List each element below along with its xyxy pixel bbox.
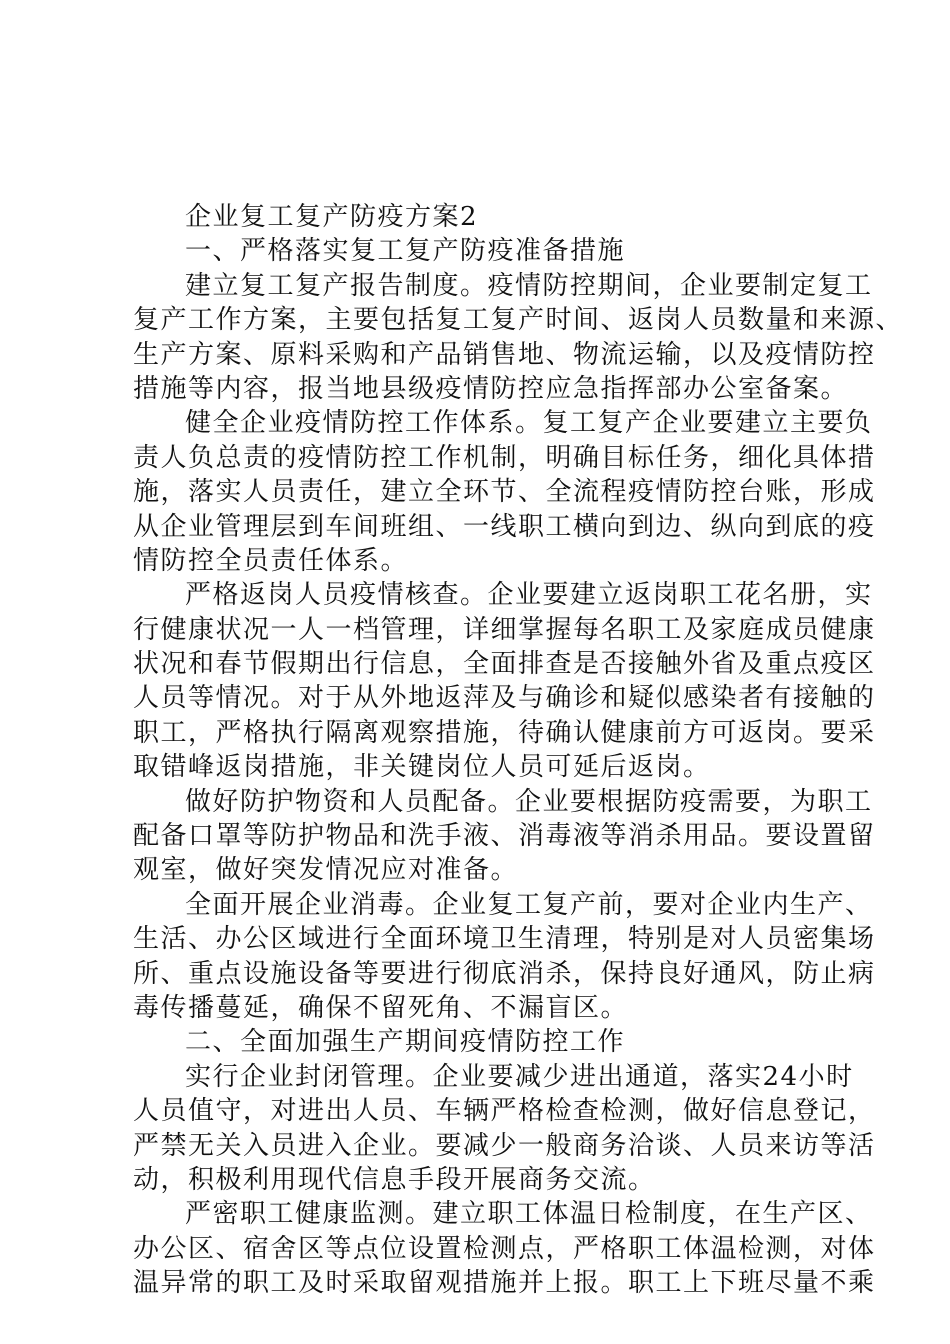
paragraph-line: 配备口罩等防护物品和洗手液、消毒液等消杀用品。要设置留	[133, 821, 876, 852]
section-heading-2: 二、全面加强生产期间疫情防控工作	[185, 1027, 626, 1058]
paragraph-line: 全面开展企业消毒。企业复工复产前，要对企业内生产、	[185, 889, 873, 920]
paragraph-line: 行健康状况一人一档管理，详细掌握每名职工及家庭成员健康	[133, 614, 876, 645]
paragraph-line: 取错峰返岗措施，非关键岗位人员可延后返岗。	[133, 752, 711, 783]
paragraph-line: 做好防护物资和人员配备。企业要根据防疫需要，为职工	[185, 786, 873, 817]
paragraph-line: 人员值守，对进出人员、车辆严格检查检测，做好信息登记，	[133, 1096, 876, 1127]
paragraph-line: 人员等情况。对于从外地返萍及与确诊和疑似感染者有接触的	[133, 683, 876, 714]
paragraph-line: 所、重点设施设备等要进行彻底消杀，保持良好通风，防止病	[133, 958, 876, 989]
paragraph-line: 严格返岗人员疫情核查。企业要建立返岗职工花名册，实	[185, 580, 873, 611]
paragraph-line: 观室，做好突发情况应对准备。	[133, 855, 519, 886]
paragraph-line: 责人负总责的疫情防控工作机制，明确目标任务，细化具体措	[133, 442, 876, 473]
paragraph-line: 从企业管理层到车间班组、一线职工横向到边、纵向到底的疫	[133, 511, 876, 542]
paragraph-line: 健全企业疫情防控工作体系。复工复产企业要建立主要负	[185, 408, 873, 439]
paragraph-line: 温异常的职工及时采取留观措施并上报。职工上下班尽量不乘	[133, 1268, 876, 1299]
paragraph-line: 状况和春节假期出行信息，全面排查是否接触外省及重点疫区	[133, 649, 876, 680]
paragraph-line: 建立复工复产报告制度。疫情防控期间，企业要制定复工	[185, 270, 873, 301]
paragraph-line: 毒传播蔓延，确保不留死角、不漏盲区。	[133, 992, 629, 1023]
paragraph-line: 职工，严格执行隔离观察措施，待确认健康前方可返岗。要采	[133, 717, 876, 748]
paragraph-line: 复产工作方案，主要包括复工复产时间、返岗人员数量和来源、	[133, 305, 904, 336]
paragraph-line: 措施等内容，报当地县级疫情防控应急指挥部办公室备案。	[133, 373, 849, 404]
document-body	[133, 200, 904, 1301]
paragraph-line: 严禁无关入员进入企业。要减少一般商务洽谈、人员来访等活	[133, 1130, 876, 1161]
paragraph-line: 生活、办公区域进行全面环境卫生清理，特别是对人员密集场	[133, 924, 876, 955]
paragraph-line: 生产方案、原料采购和产品销售地、物流运输，以及疫情防控	[133, 339, 876, 370]
section-heading-1: 一、严格落实复工复产防疫准备措施	[185, 236, 626, 267]
paragraph-line: 动，积极利用现代信息手段开展商务交流。	[133, 1164, 656, 1195]
paragraph-line: 办公区、宿舍区等点位设置检测点，严格职工体温检测，对体	[133, 1233, 876, 1264]
document-title: 企业复工复产防疫方案2	[185, 202, 479, 232]
paragraph-line: 严密职工健康监测。建立职工体温日检制度，在生产区、	[185, 1199, 873, 1230]
paragraph-line: 情防控全员责任体系。	[133, 545, 409, 576]
paragraph-line: 施，落实人员责任，建立全环节、全流程疫情防控台账，形成	[133, 477, 876, 508]
paragraph-line: 实行企业封闭管理。企业要减少进出通道，落实24小时	[185, 1061, 854, 1092]
